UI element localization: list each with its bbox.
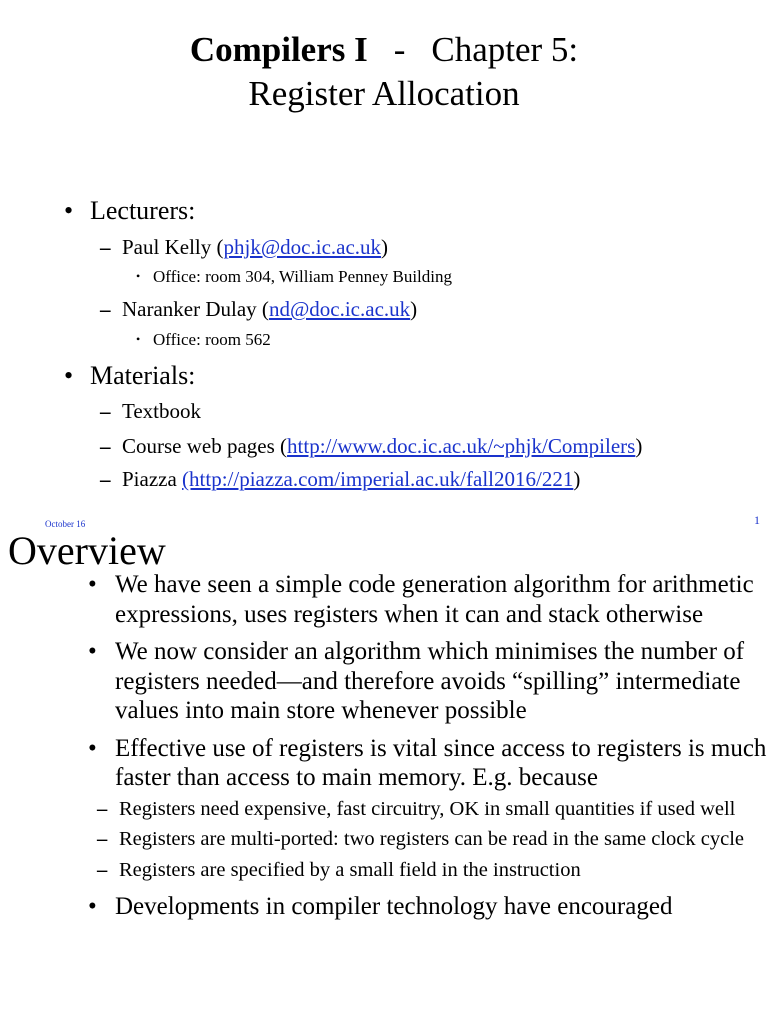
sub-bullet-marker: • [136,332,141,346]
dash-marker: – [97,797,108,820]
overview-subbullet-3 [61,858,768,883]
lecturer-2-office-text: Office: room 562 [153,330,271,349]
dash-marker: – [100,297,111,321]
material-textbook [100,398,201,424]
overview-list [88,570,768,930]
piazza-prefix: Piazza [122,467,183,491]
overview-bullet-2-text: We now consider an algorithm which minimises the number of registers needed—and therefore avoids “spilling” intermediate values into main store whenever possible [115,638,745,724]
lecturer-1 [100,234,388,260]
course-pages-close: ) [635,434,643,458]
bullet-marker: • [88,571,97,598]
piazza-link[interactable]: (http://piazza.com/imperial.ac.uk/fall2016/221 [182,467,574,491]
lecturer-2 [100,296,417,322]
lecturer-2-name: Naranker Dulay ( [122,297,269,321]
dash-marker: – [100,467,111,491]
material-textbook-text: Textbook [122,399,202,423]
overview-subbullet-1 [61,797,768,822]
page-number: 1 [754,513,760,527]
slide-title [0,28,768,116]
overview-bullet-3 [88,734,768,793]
dash-marker: – [100,235,111,259]
dash-marker: – [97,858,108,881]
overview-subbullet-2 [61,827,768,852]
lecturer-1-name: Paul Kelly ( [122,235,224,259]
overview-subbullet-2-text: Registers are multi-ported: two registers can be read in the same clock cycle [119,828,745,850]
overview-subbullet-1-text: Registers need expensive, fast circuitry, OK in small quantities if used well [119,797,736,820]
overview-bullet-4 [88,892,768,922]
overview-bullet-1 [88,570,768,629]
course-pages-link[interactable]: http://www.doc.ic.ac.uk/~phjk/Compilers [287,434,636,458]
dash-marker: – [100,434,111,458]
sub-bullet-marker: • [136,269,141,283]
lecturers-item [64,196,195,226]
bullet-marker: • [88,893,97,920]
overview-bullet-4-text: Developments in compiler technology have encouraged [115,893,673,920]
lecturer-2-close: ) [410,297,418,321]
material-piazza [100,466,580,492]
lecturer-1-close: ) [381,235,389,259]
bullet-marker: • [64,361,74,390]
piazza-close: ) [573,467,581,491]
title-line-2: Register Allocation [248,74,520,113]
lecturer-1-office [136,265,452,288]
lecturer-1-office-text: Office: room 304, William Penney Building [153,267,452,286]
title-course: Compilers I [189,30,368,69]
overview-title: Overview [8,528,166,573]
materials-label: Materials: [90,361,196,390]
title-chapter: Chapter 5: [431,30,579,69]
overview-bullet-2 [88,637,768,726]
bullet-marker: • [64,196,74,225]
dash-marker: – [100,399,111,423]
course-pages-prefix: Course web pages ( [122,434,288,458]
materials-item [64,361,195,391]
bullet-marker: • [88,734,97,762]
overview-subbullet-3-text: Registers are specified by a small field in the instruction [119,858,581,881]
overview-bullet-1-text: We have seen a simple code generation algorithm for arithmetic expressions, uses registers when it can and stack otherwise [115,571,754,628]
lecturer-2-email-link[interactable]: nd@doc.ic.ac.uk [268,297,411,321]
material-course-pages [100,433,642,459]
footer-date: October 16 [45,519,86,529]
bullet-marker: • [88,638,97,665]
overview-bullet-3-text: Effective use of registers is vital since access to registers is much faster than access to main memory. E.g. because [115,734,767,791]
dash-marker: – [97,828,108,850]
lecturer-1-email-link[interactable]: phjk@doc.ic.ac.uk [223,235,382,259]
title-separator: - [393,30,406,69]
lecturer-2-office [136,328,271,351]
title-line-1 [0,28,768,72]
lecturers-label: Lecturers: [90,196,196,225]
